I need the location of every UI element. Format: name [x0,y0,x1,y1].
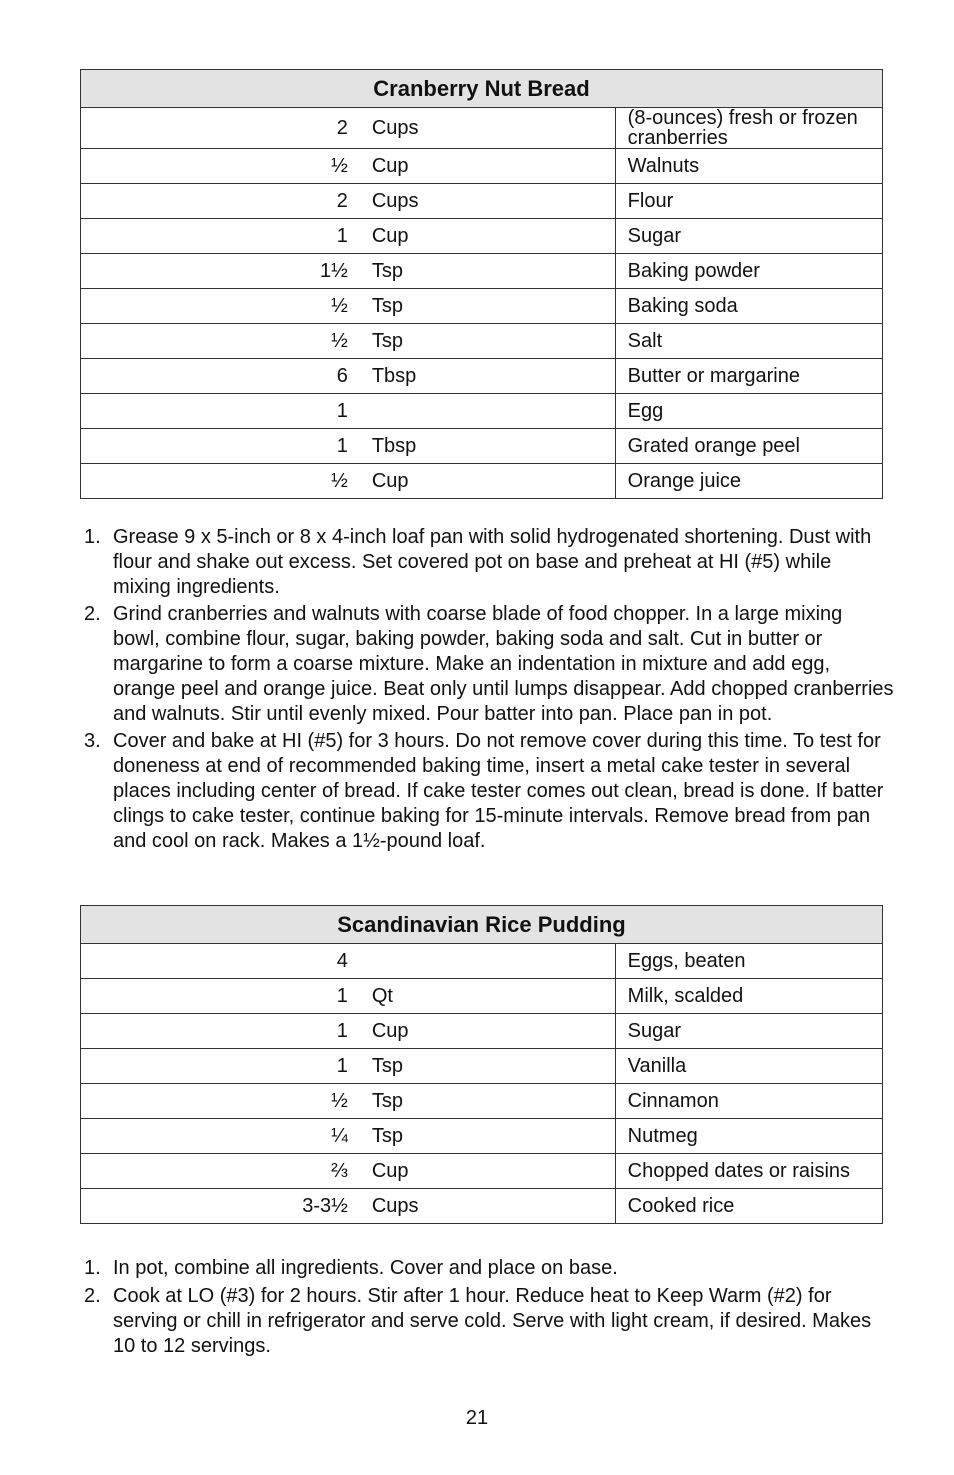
ingredient-unit: Tbsp [348,359,615,394]
instruction-step [84,1284,894,1359]
ingredient-unit: Tsp [348,1049,615,1084]
ingredients-table-scandinavian-rice-pudding [80,905,883,1224]
ingredient-qty: 1½ [81,254,348,289]
ingredient-unit: Tsp [348,289,615,324]
ingredient-item: Sugar [615,1014,882,1049]
ingredient-item: (8-ounces) fresh or frozen cranberries [615,108,882,149]
ingredient-qty: ½ [81,324,348,359]
ingredient-unit: Cup [348,219,615,254]
ingredient-unit: Tsp [348,254,615,289]
ingredient-unit [348,394,615,429]
ingredient-row [81,944,883,979]
ingredient-qty: 1 [81,979,348,1014]
ingredient-qty: 2 [81,108,348,149]
ingredient-unit: Cup [348,149,615,184]
ingredient-item: Orange juice [615,464,882,499]
ingredient-qty: ⅔ [81,1154,348,1189]
ingredient-unit: Cup [348,1014,615,1049]
recipe-title: Scandinavian Rice Pudding [81,906,883,944]
ingredient-row [81,1014,883,1049]
ingredient-qty: 2 [81,184,348,219]
ingredient-item: Baking soda [615,289,882,324]
ingredient-item: Cinnamon [615,1084,882,1119]
ingredient-unit: Cups [348,1189,615,1224]
ingredient-row [81,1049,883,1084]
ingredient-qty: ½ [81,289,348,324]
ingredients-table-cranberry-nut-bread [80,69,883,499]
ingredient-unit: Tsp [348,324,615,359]
ingredient-row [81,219,883,254]
ingredient-item: Egg [615,394,882,429]
ingredient-qty: ½ [81,464,348,499]
ingredient-qty: ½ [81,149,348,184]
ingredient-qty: 6 [81,359,348,394]
step-number: 1. [84,526,101,548]
ingredient-qty: 1 [81,1014,348,1049]
step-text: Cook at LO (#3) for 2 hours. Stir after 1 hour. Reduce heat to Keep Warm (#2) for serving or chill in refrigerator and serve cold. Serve with light cream, if desired. Makes 10 to 12 servings. [113,1285,872,1357]
ingredient-row [81,979,883,1014]
ingredient-qty: 1 [81,429,348,464]
recipe-title: Cranberry Nut Bread [81,70,883,108]
ingredient-item: Walnuts [615,149,882,184]
ingredient-qty: 4 [81,944,348,979]
ingredient-qty: 1 [81,1049,348,1084]
step-number: 3. [84,730,101,752]
ingredient-row [81,1154,883,1189]
ingredient-unit: Cups [348,184,615,219]
ingredient-unit: Tsp [348,1084,615,1119]
step-text: In pot, combine all ingredients. Cover and place on base. [113,1257,618,1279]
ingredient-unit: Tbsp [348,429,615,464]
ingredient-item: Flour [615,184,882,219]
ingredient-item: Nutmeg [615,1119,882,1154]
ingredient-unit: Cup [348,1154,615,1189]
ingredient-qty: 1 [81,219,348,254]
ingredient-item: Vanilla [615,1049,882,1084]
step-text: Grease 9 x 5-inch or 8 x 4-inch loaf pan with solid hydrogenated shortening. Dust with flour and shake out excess. Set covered pot on base and preheat at HI (#5) while mixing ingredients. [113,526,872,598]
ingredient-row [81,1084,883,1119]
ingredient-row [81,429,883,464]
ingredient-row [81,184,883,219]
ingredient-row [81,1119,883,1154]
ingredient-row [81,359,883,394]
ingredient-item: Salt [615,324,882,359]
step-text: Grind cranberries and walnuts with coarse blade of food chopper. In a large mixing bowl, combine flour, sugar, baking powder, baking soda and salt. Cut in butter or margarine to form a coarse mixture. Make an indentation in mixture and add egg, orange peel and orange juice. Beat only until lumps disappear. Add chopped cranberries and walnuts. Stir until evenly mixed. Pour batter into pan. Place pan in pot. [113,603,894,725]
step-number: 2. [84,1285,101,1307]
ingredient-row [81,1189,883,1224]
ingredient-item: Baking powder [615,254,882,289]
instruction-step [84,1256,894,1281]
ingredient-unit: Cup [348,464,615,499]
ingredient-row [81,289,883,324]
ingredient-row [81,324,883,359]
page-number: 21 [465,1407,489,1429]
step-number: 2. [84,603,101,625]
ingredient-qty: ¼ [81,1119,348,1154]
ingredient-item: Cooked rice [615,1189,882,1224]
instruction-step [84,525,894,600]
ingredient-qty: ½ [81,1084,348,1119]
ingredient-qty: 3-3½ [81,1189,348,1224]
instruction-step [84,729,894,854]
ingredient-qty: 1 [81,394,348,429]
ingredient-item: Sugar [615,219,882,254]
ingredient-item: Milk, scalded [615,979,882,1014]
instructions-scandinavian-rice-pudding [84,1256,894,1359]
instruction-step [84,602,894,727]
ingredient-row [81,464,883,499]
ingredient-item: Butter or margarine [615,359,882,394]
ingredient-unit: Cups [348,108,615,149]
ingredient-item: Chopped dates or raisins [615,1154,882,1189]
ingredient-unit: Tsp [348,1119,615,1154]
ingredient-unit: Qt [348,979,615,1014]
instructions-cranberry-nut-bread [84,525,894,854]
ingredient-item: Grated orange peel [615,429,882,464]
ingredient-row [81,394,883,429]
ingredient-item: Eggs, beaten [615,944,882,979]
ingredient-unit [348,944,615,979]
step-text: Cover and bake at HI (#5) for 3 hours. Do not remove cover during this time. To test for doneness at end of recommended baking time, insert a metal cake tester in several places including center of bread. If cake tester comes out clean, bread is done. If batter clings to cake tester, continue baking for 15-minute intervals. Remove bread from pan and cool on rack. Makes a 1½-pound loaf. [113,730,884,852]
ingredient-row [81,254,883,289]
ingredient-row [81,108,883,149]
ingredient-row [81,149,883,184]
step-number: 1. [84,1257,101,1279]
